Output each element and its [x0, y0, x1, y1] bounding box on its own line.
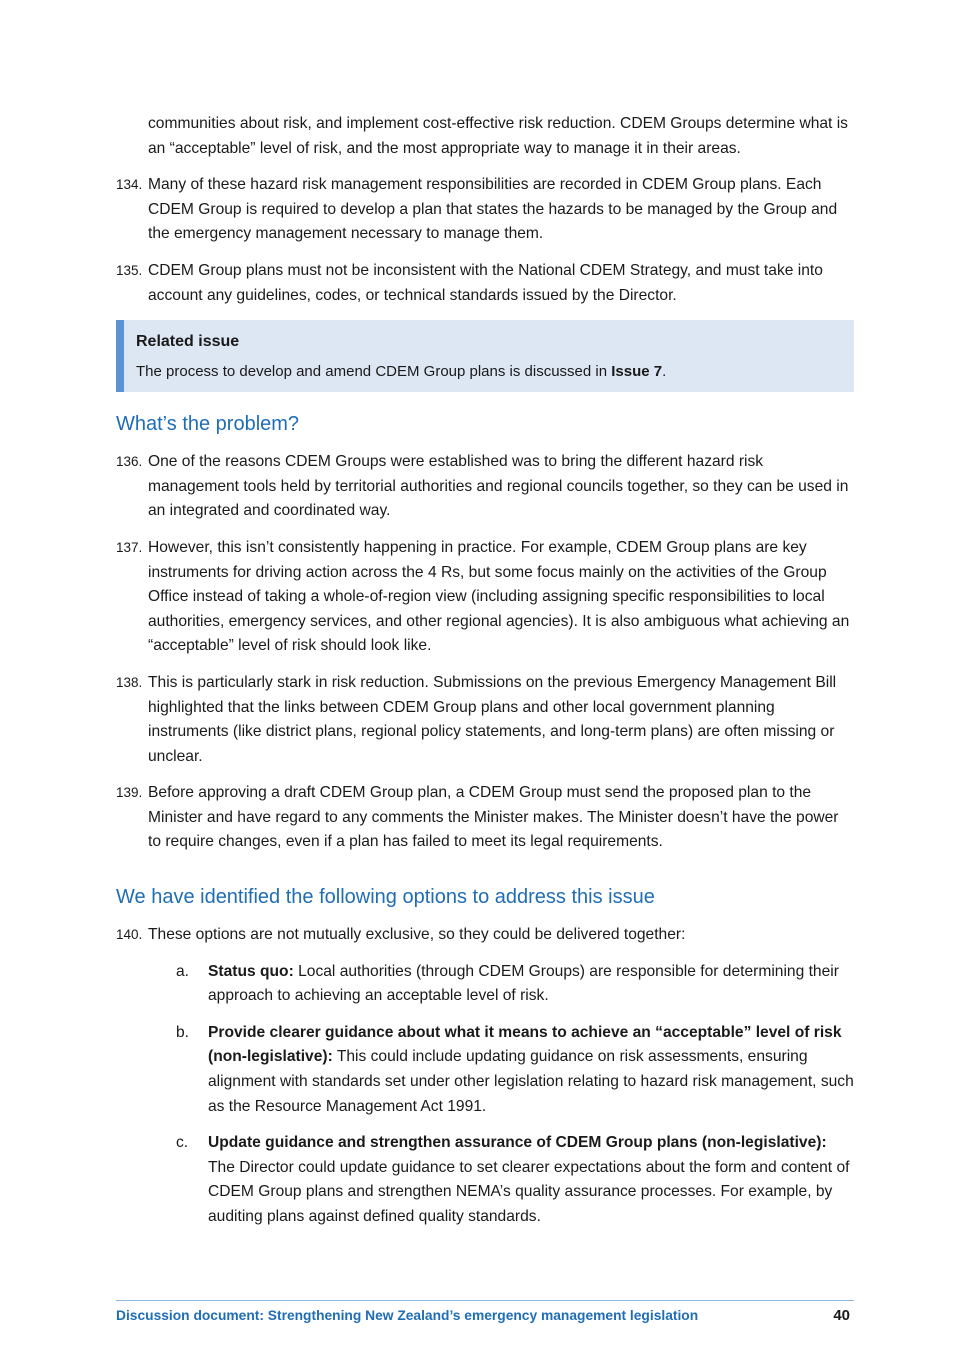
paragraph-text: This is particularly stark in risk reduction. Submissions on the previous Emergency Management Bill highlighted that the links between CDEM Group plans and other local government planning instruments (like district plans, regional policy statements, and long-term plans) are often missing or unclear. [148, 673, 837, 765]
paragraph-number: 138. [116, 674, 143, 690]
paragraph-139 [116, 781, 854, 855]
page-number: 40 [833, 1307, 850, 1324]
option-c [116, 1131, 854, 1229]
related-issue-callout [116, 320, 854, 392]
option-letter: a. [176, 962, 190, 980]
option-b [116, 1021, 854, 1119]
paragraph-number: 135. [116, 262, 143, 278]
option-a [116, 960, 854, 1009]
callout-body [136, 361, 840, 383]
page-footer [116, 1300, 854, 1331]
heading-options: We have identified the following options to address this issue [116, 886, 655, 909]
paragraph-text: CDEM Group plans must not be inconsistent with the National CDEM Strategy, and must take into account any guidelines, codes, or technical standards issued by the Director. [148, 261, 823, 304]
paragraph-136 [116, 450, 854, 524]
paragraph-137 [116, 536, 854, 659]
option-title: Status quo: [208, 962, 294, 980]
paragraph-138 [116, 671, 854, 769]
paragraph-text: These options are not mutually exclusive, so they could be delivered together: [148, 926, 686, 944]
page-content [116, 112, 854, 1242]
paragraph-number: 134. [116, 177, 143, 193]
option-description: This could include updating guidance on risk assessments, ensuring alignment with standards set under other legislation relating to hazard risk management, such as the Resource Management Act 1991. [208, 1048, 854, 1115]
callout-body-prefix: The process to develop and amend CDEM Group plans is discussed in [136, 363, 612, 381]
callout-body-suffix: . [662, 363, 667, 381]
option-letter: b. [176, 1023, 190, 1041]
footer-document-title: Discussion document: Strengthening New Zealand’s emergency management legislation [116, 1308, 699, 1323]
option-description: The Director could update guidance to set clearer expectations about the form and content of CDEM Group plans and strengthen NEMA’s quality assurance processes. For example, by auditing plans against defined quality standards. [208, 1158, 850, 1225]
paragraph-134 [116, 173, 854, 247]
option-text [208, 1131, 854, 1229]
paragraph-number: 136. [116, 454, 143, 470]
paragraph-number: 137. [116, 539, 143, 555]
paragraph-text: However, this isn’t consistently happening in practice. For example, CDEM Group plans are key instruments for driving action across the 4 Rs, but some focus mainly on the activities of the Group Office instead of taking a whole-of-region view (including assigning specific responsibilities to local authorities, emergency services, and other regional agencies). It is also ambiguous what achieving an “acceptable” level of risk should look like. [148, 538, 850, 655]
callout-title: Related issue [136, 333, 240, 351]
paragraph-text: One of the reasons CDEM Groups were established was to bring the different hazard risk management tools held by territorial authorities and regional councils together, so they can be used in an integrated and coordinated way. [148, 453, 849, 520]
option-description: Local authorities (through CDEM Groups) are responsible for determining their approach to achieving an acceptable level of risk. [208, 962, 839, 1005]
paragraph-140 [116, 923, 854, 948]
paragraph-number: 140. [116, 927, 143, 943]
issue-7-reference: Issue 7 [611, 363, 663, 381]
heading-whats-the-problem: What’s the problem? [116, 413, 300, 436]
option-text [208, 960, 854, 1009]
paragraph-text: Before approving a draft CDEM Group plan, a CDEM Group must send the proposed plan to the Minister and have regard to any comments the Minister makes. The Minister doesn’t have the power to require changes, even if a plan has failed to meet its legal requirements. [148, 784, 839, 851]
option-text [208, 1021, 854, 1119]
intro-continuation-paragraph: communities about risk, and implement cost-effective risk reduction. CDEM Groups determine what is an “acceptable” level of risk, and the most appropriate way to manage it in their areas. [148, 115, 848, 157]
paragraph-text: Many of these hazard risk management responsibilities are recorded in CDEM Group plans. Each CDEM Group is required to develop a plan that states the hazards to be managed by the Group and the emergency management necessary to manage them. [148, 176, 838, 243]
option-letter: c. [176, 1134, 189, 1152]
option-title: Provide clearer guidance about what it means to achieve an “acceptable” level of risk (non-legislative): [208, 1023, 842, 1066]
paragraph-135 [116, 259, 854, 308]
option-title: Update guidance and strengthen assurance of CDEM Group plans (non-legislative): [208, 1134, 827, 1152]
paragraph-number: 139. [116, 785, 143, 801]
